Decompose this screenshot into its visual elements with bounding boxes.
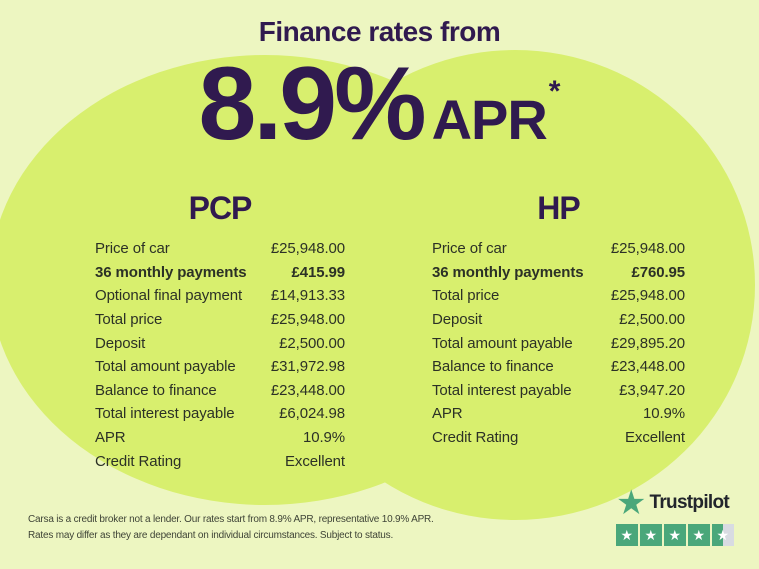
finance-row — [432, 426, 685, 450]
row-label: APR — [95, 429, 126, 447]
finance-row — [432, 261, 685, 285]
row-label: Balance to finance — [95, 381, 217, 399]
trustpilot-rating-stars — [616, 524, 734, 546]
finance-row — [95, 237, 345, 261]
row-value: £6,024.98 — [279, 405, 345, 423]
finance-row — [95, 355, 345, 379]
star-square — [688, 524, 710, 546]
row-label: Credit Rating — [432, 429, 519, 447]
row-value: £23,448.00 — [610, 358, 685, 376]
rate-unit: APR — [431, 88, 547, 151]
row-value: £3,947.20 — [619, 381, 685, 399]
row-label: APR — [432, 405, 463, 423]
trustpilot-logo — [616, 486, 734, 520]
hp-table — [432, 237, 685, 449]
finance-row — [95, 331, 345, 355]
pcp-heading: PCP — [188, 190, 252, 226]
finance-row — [95, 402, 345, 426]
row-value: £2,500.00 — [279, 334, 345, 352]
row-value: £25,948.00 — [270, 311, 345, 329]
finance-row — [95, 379, 345, 403]
disclaimer — [28, 512, 434, 543]
row-label: Price of car — [95, 240, 170, 258]
row-label: Total price — [95, 311, 163, 329]
finance-row — [432, 308, 685, 332]
trustpilot-widget — [616, 486, 734, 546]
star-icon: ★ — [716, 526, 730, 543]
star-icon: ★ — [644, 526, 658, 543]
row-value: £14,913.33 — [270, 287, 345, 305]
finance-row — [95, 308, 345, 332]
row-value: £760.95 — [631, 263, 685, 281]
row-value: Excellent — [625, 429, 685, 447]
disclaimer-line2: Rates may differ as they are dependant on individual circumstances. Subject to status. — [28, 529, 394, 541]
finance-row — [95, 426, 345, 450]
row-value: £25,948.00 — [270, 240, 345, 258]
star-icon: ★ — [620, 526, 634, 543]
row-value: £2,500.00 — [619, 311, 685, 329]
row-label: Total amount payable — [95, 358, 236, 376]
star-square — [664, 524, 686, 546]
row-value: 10.9% — [642, 405, 685, 423]
row-label: Credit Rating — [95, 452, 182, 470]
disclaimer-line1: Carsa is a credit broker not a lender. Our rates start from 8.9% APR, representative 10.9% APR. — [28, 514, 434, 525]
rate-asterisk: * — [548, 75, 561, 108]
row-label: 36 monthly payments — [432, 263, 584, 281]
star-icon: ★ — [692, 526, 706, 543]
row-value: 10.9% — [302, 429, 345, 447]
row-value: £25,948.00 — [610, 287, 685, 305]
row-label: Total interest payable — [432, 381, 572, 399]
row-label: Total interest payable — [95, 405, 235, 423]
hp-heading: HP — [537, 190, 580, 226]
row-label: Total amount payable — [432, 334, 573, 352]
row-value: £29,895.20 — [610, 334, 685, 352]
row-label: Optional final payment — [95, 287, 243, 305]
page-title: Finance rates from — [258, 16, 501, 47]
finance-row — [432, 402, 685, 426]
row-label: Balance to finance — [432, 358, 554, 376]
star-square — [616, 524, 638, 546]
pcp-table — [95, 237, 345, 473]
finance-row — [95, 261, 345, 285]
row-value: £415.99 — [291, 263, 345, 281]
finance-row — [432, 355, 685, 379]
finance-row — [95, 284, 345, 308]
star-square-half — [712, 524, 734, 546]
finance-row — [432, 379, 685, 403]
row-label: Price of car — [432, 240, 507, 258]
trustpilot-star-icon: ★ — [616, 484, 647, 522]
star-square — [640, 524, 662, 546]
trustpilot-wordmark: Trustpilot — [649, 492, 730, 513]
row-label: Deposit — [95, 334, 146, 352]
finance-row — [432, 284, 685, 308]
rate-headline — [0, 46, 759, 162]
row-value: £31,972.98 — [270, 358, 345, 376]
rate-value: 8.9% — [198, 46, 424, 162]
row-label: 36 monthly payments — [95, 263, 247, 281]
row-value: Excellent — [285, 452, 345, 470]
row-value: £25,948.00 — [610, 240, 685, 258]
finance-row — [432, 331, 685, 355]
finance-row — [432, 237, 685, 261]
row-label: Total price — [432, 287, 500, 305]
row-value: £23,448.00 — [270, 381, 345, 399]
finance-row — [95, 449, 345, 473]
star-icon: ★ — [668, 526, 682, 543]
row-label: Deposit — [432, 311, 483, 329]
